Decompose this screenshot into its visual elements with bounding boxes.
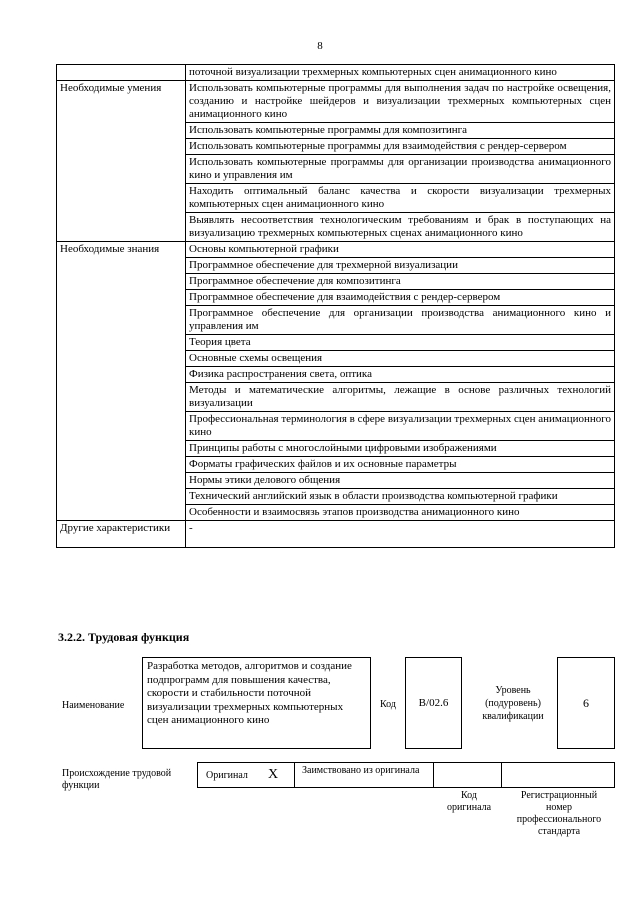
name-label: Наименование xyxy=(62,700,125,711)
row-value: Использовать компьютерные программы для композитинга xyxy=(186,123,615,139)
code-value: B/02.6 xyxy=(418,697,449,709)
row-value: Программное обеспечение для трехмерной визуализации xyxy=(186,258,615,274)
row-value: Особенности и взаимосвязь этапов производства анимационного кино xyxy=(186,505,615,521)
row-value: Нормы этики делового общения xyxy=(186,473,615,489)
row-label: Другие характеристики xyxy=(57,521,186,548)
row-value: поточной визуализации трехмерных компьютерных сцен анимационного кино xyxy=(186,65,615,81)
row-value: Использовать компьютерные программы для организации производства анимационного кино и управления им xyxy=(186,155,615,184)
continuation-row xyxy=(57,65,615,81)
other-row xyxy=(57,521,615,548)
level-label: Уровень (подуровень) квалификации xyxy=(482,685,544,722)
row-value: Методы и математические алгоритмы, лежащие в основе различных технологий визуализации xyxy=(186,383,615,412)
row-value: Основы компьютерной графики xyxy=(186,242,615,258)
code-box xyxy=(405,657,462,749)
code-label: Код xyxy=(380,699,396,710)
name-box xyxy=(142,657,371,749)
row-value: Использовать компьютерные программы для взаимодействия с рендер-сервером xyxy=(186,139,615,155)
row-value: - xyxy=(186,521,615,548)
row-label: Необходимые умения xyxy=(57,81,186,242)
knowledge-row xyxy=(57,242,615,258)
row-value: Форматы графических файлов и их основные параметры xyxy=(186,457,615,473)
row-value: Теория цвета xyxy=(186,335,615,351)
row-value: Использовать компьютерные программы для выполнения задач по настройке освещения, созданию и настройке шейдеров и визуализации трехмерных компьютерных сцен анимационного кино xyxy=(186,81,615,123)
row-value: Программное обеспечение для взаимодействия с рендер-сервером xyxy=(186,290,615,306)
row-value: Выявлять несоответствия технологическим требованиям и брак в поступающих на визуализацию трехмерных компьютерных сценах анимационного кино xyxy=(186,213,615,242)
row-label: Необходимые знания xyxy=(57,242,186,521)
original-label: Оригинал xyxy=(206,770,248,781)
borrowed-cell xyxy=(294,762,434,788)
code-original-label: Код оригинала xyxy=(446,790,492,813)
row-value: Программное обеспечение для композитинга xyxy=(186,274,615,290)
row-value: Физика распространения света, оптика xyxy=(186,367,615,383)
name-value: Разработка методов, алгоритмов и создание подпрограмм для повышения качества, скорости и стабильности поточной визуализации трехмерных компьютерных сцен анимационного кино xyxy=(147,660,352,726)
original-cell xyxy=(197,762,295,788)
reg-number-cell xyxy=(501,762,615,788)
level-box xyxy=(557,657,615,749)
page-number: 8 xyxy=(317,40,323,52)
reg-number-label: Регистрационный номер профессионального стандарта xyxy=(516,790,602,837)
row-label-empty xyxy=(57,65,186,81)
row-value: Принципы работы с многослойными цифровыми изображениями xyxy=(186,441,615,457)
row-value: Программное обеспечение для организации производства анимационного кино и управления им xyxy=(186,306,615,335)
skill-row xyxy=(57,81,615,123)
row-value: Основные схемы освещения xyxy=(186,351,615,367)
borrowed-label: Заимствовано из оригинала xyxy=(302,765,420,776)
origin-label: Происхождение трудовой функции xyxy=(62,768,172,791)
level-value: 6 xyxy=(583,696,589,710)
row-value: Находить оптимальный баланс качества и скорости визуализации трехмерных компьютерных сцен анимационного кино xyxy=(186,184,615,213)
original-mark: X xyxy=(268,767,279,782)
section-title: 3.2.2. Трудовая функция xyxy=(58,630,190,644)
row-value: Технический английский язык в области производства компьютерной графики xyxy=(186,489,615,505)
code-original-cell xyxy=(433,762,502,788)
requirements-table xyxy=(56,64,615,548)
row-value: Профессиональная терминология в сфере визуализации трехмерных сцен анимационного кино xyxy=(186,412,615,441)
